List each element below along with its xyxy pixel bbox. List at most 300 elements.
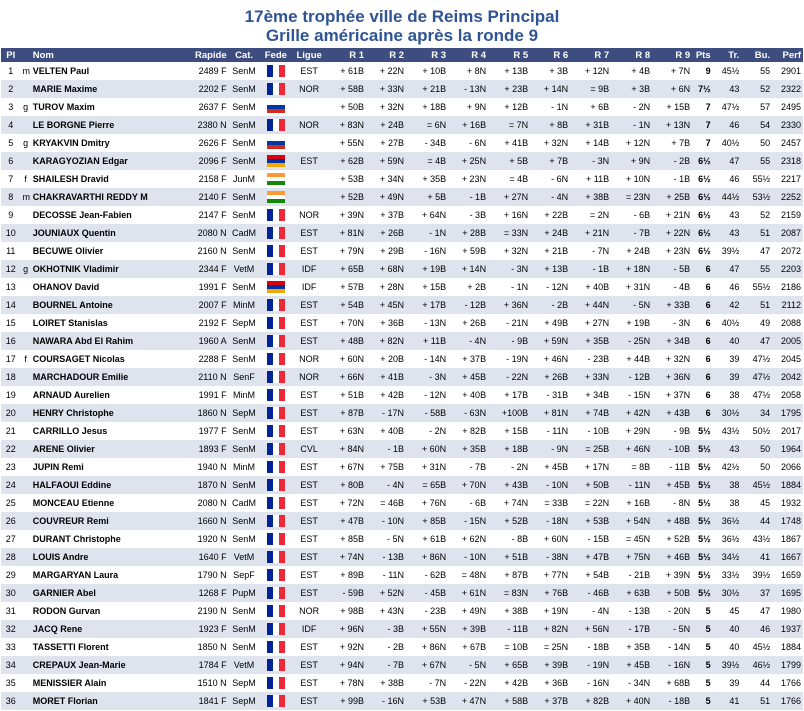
round-5-result-cell: + 18B	[488, 440, 530, 458]
buchholz-cell: 47	[760, 606, 771, 616]
round-3-result-cell: = 4B	[406, 152, 448, 170]
round-6-result-cell: + 19N	[543, 606, 569, 616]
round-6-result-cell: + 59N	[530, 332, 570, 350]
round-7-result-cell: + 14B	[585, 138, 610, 148]
round-5-result-cell: + 32N	[503, 246, 529, 256]
buchholz-cell: 47	[760, 246, 771, 256]
round-2-result-cell: + 49N	[366, 188, 406, 206]
col-header-points[interactable]: Pts	[692, 48, 713, 62]
table-row	[1, 422, 803, 440]
round-8-result-cell: - 1N	[611, 116, 652, 134]
rating-cell: 2380 N	[184, 116, 229, 134]
fide-title-cell	[20, 242, 30, 260]
round-6-result-cell: - 11N	[546, 426, 569, 436]
round-9-result-cell: - 8N	[673, 498, 691, 508]
table-row	[1, 566, 803, 584]
round-3-result-cell: - 14N	[424, 354, 447, 364]
federation-cell	[259, 224, 292, 242]
performance-cell: 2058	[780, 390, 801, 400]
buchholz-cell: 47	[741, 332, 772, 350]
flag-fra-icon	[267, 317, 285, 329]
federation-cell	[259, 404, 292, 422]
category-cell: SenM	[229, 512, 260, 530]
fide-title-cell	[20, 656, 30, 674]
round-2-result-cell: + 26B	[366, 224, 406, 242]
round-8-result-cell: + 45B	[611, 656, 652, 674]
flag-fra-icon	[267, 263, 285, 275]
col-header-round-3[interactable]: R 3	[406, 48, 448, 62]
table-row	[1, 692, 803, 710]
round-8-result-cell: + 16B	[626, 498, 651, 508]
round-2-result-cell: + 38B	[380, 678, 405, 688]
round-6-result-cell: - 12N	[546, 282, 569, 292]
round-8-result-cell: - 2N	[633, 102, 651, 112]
col-header-federation[interactable]: Fede	[259, 48, 292, 62]
buchholz-cell: 47½	[752, 354, 771, 364]
player-name-cell: NAWARA Abd El Rahim	[31, 332, 184, 350]
place-cell: 35	[5, 678, 16, 688]
tiebreak-tr-cell: 39	[713, 368, 742, 386]
rating-cell: 1860 N	[184, 404, 229, 422]
table-row	[1, 62, 803, 80]
round-6-result-cell: + 21B	[544, 246, 569, 256]
points-cell: 5½	[698, 534, 711, 544]
player-name-cell: LE BORGNE Pierre	[31, 116, 184, 134]
rating-cell: 1991 F	[198, 282, 227, 292]
category-cell: SenF	[229, 368, 260, 386]
fide-title-cell	[20, 530, 30, 548]
tiebreak-tr-cell: 38	[713, 476, 742, 494]
player-name-cell: MORET Florian	[31, 692, 184, 710]
round-2-result-cell: + 37B	[380, 210, 405, 220]
category-cell: SepM	[232, 678, 256, 688]
round-7-result-cell: + 31B	[570, 116, 611, 134]
buchholz-cell: 44	[741, 512, 772, 530]
league-cell: EST	[300, 498, 318, 508]
round-6-result-cell: + 14N	[530, 80, 570, 98]
flag-fra-icon	[267, 677, 285, 689]
place-cell: 8	[1, 188, 20, 206]
league-cell	[292, 170, 326, 188]
category-cell: SenM	[232, 426, 256, 436]
federation-cell	[259, 548, 292, 566]
place-cell: 13	[5, 282, 16, 292]
performance-cell: 2495	[780, 102, 801, 112]
round-3-result-cell: - 1N	[406, 224, 448, 242]
round-1-result-cell: + 85B	[340, 534, 365, 544]
points-cell: 6½	[692, 224, 713, 242]
player-name-cell: BECUWE Olivier	[32, 246, 104, 256]
round-5-result-cell: = 4B	[509, 174, 529, 184]
col-header-round-5[interactable]: R 5	[488, 48, 530, 62]
round-6-result-cell: + 77N	[543, 570, 569, 580]
round-1-result-cell: + 51B	[340, 390, 365, 400]
player-name-cell: RODON Gurvan	[32, 606, 101, 616]
points-cell: 5	[705, 642, 711, 652]
round-7-result-cell: - 19N	[570, 656, 611, 674]
round-4-result-cell: + 28B	[448, 224, 488, 242]
round-6-result-cell: + 49B	[544, 318, 569, 328]
buchholz-cell: 50½	[752, 426, 771, 436]
flag-fra-icon	[267, 65, 285, 77]
tiebreak-tr-cell: 38	[729, 390, 740, 400]
round-3-result-cell: = 6N	[406, 116, 448, 134]
round-2-result-cell: - 11N	[382, 570, 405, 580]
col-header-round-1[interactable]: R 1	[326, 48, 366, 62]
round-9-result-cell: - 16N	[652, 656, 692, 674]
round-2-result-cell: + 22N	[379, 66, 405, 76]
round-8-result-cell: - 21B	[628, 570, 651, 580]
category-cell: SenM	[229, 332, 260, 350]
round-2-result-cell: - 1B	[366, 440, 406, 458]
league-cell: EST	[300, 390, 318, 400]
player-name-cell: CREPAUX Jean-Marie	[31, 656, 184, 674]
points-cell: 6	[692, 368, 713, 386]
table-row	[1, 368, 803, 386]
category-cell: SepM	[232, 318, 256, 328]
round-8-result-cell: + 63B	[611, 584, 652, 602]
round-4-result-cell: + 8N	[466, 66, 487, 76]
table-row	[1, 656, 803, 674]
col-header-round-9[interactable]: R 9	[652, 48, 692, 62]
round-3-result-cell: + 53B	[406, 692, 448, 710]
round-1-result-cell: + 53B	[340, 174, 365, 184]
player-name-cell: ARENE Olivier	[31, 440, 184, 458]
col-header-round-6[interactable]: R 6	[530, 48, 570, 62]
round-3-result-cell: + 85B	[406, 512, 448, 530]
round-7-result-cell: = 2N	[589, 210, 610, 220]
league-cell	[292, 98, 326, 116]
points-cell: 5½	[698, 570, 711, 580]
round-2-result-cell: - 13B	[366, 548, 406, 566]
tiebreak-tr-cell: 42	[713, 296, 742, 314]
round-3-result-cell: + 18B	[422, 102, 447, 112]
league-cell: EST	[292, 404, 326, 422]
round-4-result-cell: + 62N	[461, 534, 487, 544]
round-9-result-cell: + 43B	[652, 404, 692, 422]
round-1-result-cell: + 99B	[326, 692, 366, 710]
col-header-rating[interactable]: Rapide	[184, 48, 229, 62]
player-name-cell: TASSETTI Florent	[32, 642, 109, 652]
league-cell: NOR	[299, 354, 320, 364]
fide-title-cell	[20, 584, 30, 602]
round-6-result-cell: + 37B	[530, 692, 570, 710]
round-5-result-cell: - 2N	[511, 462, 529, 472]
col-header-category[interactable]: Cat.	[229, 48, 260, 62]
league-cell: EST	[300, 534, 318, 544]
points-cell: 6½	[692, 152, 713, 170]
round-4-result-cell: - 13N	[448, 80, 488, 98]
round-5-result-cell: - 1N	[511, 282, 529, 292]
round-2-result-cell: + 32N	[379, 102, 405, 112]
performance-cell: 2088	[780, 318, 801, 328]
round-8-result-cell: + 10N	[625, 174, 651, 184]
buchholz-cell: 55	[741, 260, 772, 278]
federation-cell	[259, 116, 292, 134]
round-1-result-cell: + 74N	[326, 548, 366, 566]
round-2-result-cell: + 68N	[366, 260, 406, 278]
fide-title-cell: g	[23, 102, 29, 112]
round-5-result-cell: + 52B	[488, 512, 530, 530]
buchholz-cell: 44	[760, 678, 771, 688]
flag-rus-icon	[267, 137, 285, 149]
category-cell: SenM	[232, 534, 256, 544]
round-5-result-cell: + 74N	[503, 498, 529, 508]
performance-cell: 1980	[780, 606, 801, 616]
round-7-result-cell: = 25B	[570, 440, 611, 458]
federation-cell	[259, 386, 292, 404]
tiebreak-tr-cell: 43½	[721, 426, 740, 436]
federation-cell	[259, 152, 292, 170]
col-header-round-4[interactable]: R 4	[448, 48, 488, 62]
flag-fra-icon	[267, 605, 285, 617]
player-name-cell: JOUNIAUX Quentin	[31, 224, 184, 242]
player-name-cell: DECOSSE Jean-Fabien	[32, 210, 132, 220]
place-cell: 22	[1, 440, 20, 458]
league-cell: EST	[300, 426, 318, 436]
table-row	[1, 296, 803, 314]
performance-cell: 2112	[772, 296, 803, 314]
round-5-result-cell: + 23B	[488, 80, 530, 98]
round-8-result-cell: - 5N	[611, 296, 652, 314]
federation-cell	[259, 476, 292, 494]
round-6-result-cell: - 1N	[551, 102, 569, 112]
buchholz-cell: 46	[741, 620, 772, 638]
table-row	[1, 206, 803, 224]
points-cell: 5	[692, 656, 713, 674]
category-cell: SenM	[229, 620, 260, 638]
points-cell: 6	[705, 318, 711, 328]
place-cell: 34	[1, 656, 20, 674]
category-cell: SenM	[229, 80, 260, 98]
round-6-result-cell: = 33B	[544, 498, 569, 508]
round-7-result-cell: - 15B	[587, 534, 610, 544]
place-cell: 24	[1, 476, 20, 494]
points-cell: 5½	[698, 462, 711, 472]
buchholz-cell: 46½	[741, 656, 772, 674]
league-cell: EST	[292, 152, 326, 170]
performance-cell: 2072	[780, 246, 801, 256]
place-cell: 27	[5, 534, 16, 544]
performance-cell: 2203	[772, 260, 803, 278]
tiebreak-tr-cell: 39	[729, 678, 740, 688]
round-4-result-cell: + 14N	[448, 260, 488, 278]
federation-cell	[259, 494, 292, 512]
player-name-cell: JACQ Rene	[31, 620, 184, 638]
round-1-result-cell: + 54B	[326, 296, 366, 314]
round-2-result-cell: + 45N	[366, 296, 406, 314]
league-cell: CVL	[292, 440, 326, 458]
col-header-performance[interactable]: Perf	[772, 48, 803, 62]
player-name-cell: DURANT Christophe	[32, 534, 121, 544]
points-cell: 5½	[692, 476, 713, 494]
league-cell: NOR	[292, 80, 326, 98]
player-name-cell: ARNAUD Aurelien	[32, 390, 110, 400]
round-6-result-cell: + 82N	[530, 620, 570, 638]
category-cell: VetM	[229, 548, 260, 566]
round-3-result-cell: - 58B	[406, 404, 448, 422]
league-cell: NOR	[299, 210, 320, 220]
rating-cell: 2080 N	[184, 224, 229, 242]
rating-cell: 2007 F	[184, 296, 229, 314]
round-5-result-cell: + 17B	[504, 390, 529, 400]
round-9-result-cell: - 20N	[668, 606, 691, 616]
round-5-result-cell: - 9B	[488, 332, 530, 350]
col-header-place[interactable]: Pl	[1, 48, 20, 62]
round-1-result-cell: + 79N	[339, 246, 365, 256]
federation-cell	[259, 98, 292, 116]
col-header-round-7[interactable]: R 7	[570, 48, 611, 62]
league-cell: IDF	[292, 260, 326, 278]
rating-cell: 2158 F	[198, 174, 227, 184]
tiebreak-tr-cell: 43	[713, 440, 742, 458]
points-cell: 5	[692, 692, 713, 710]
rating-cell: 2140 F	[184, 188, 229, 206]
col-header-name[interactable]: Nom	[31, 48, 184, 62]
round-1-result-cell: + 63N	[339, 426, 365, 436]
round-8-result-cell: + 35B	[626, 642, 651, 652]
place-cell: 30	[1, 584, 20, 602]
player-name-cell: VELTEN Paul	[32, 66, 90, 76]
place-cell: 25	[5, 498, 16, 508]
round-4-result-cell: - 4N	[448, 332, 488, 350]
table-row	[1, 512, 803, 530]
tiebreak-tr-cell: 36½	[721, 534, 740, 544]
federation-cell	[259, 584, 292, 602]
table-row	[1, 260, 803, 278]
round-9-result-cell: + 68B	[666, 678, 691, 688]
rating-cell: 1784 F	[184, 656, 229, 674]
place-cell: 12	[1, 260, 20, 278]
round-3-result-cell: + 76N	[421, 498, 447, 508]
round-7-result-cell: - 18B	[587, 642, 610, 652]
performance-cell: 2045	[780, 354, 801, 364]
round-1-result-cell: + 65B	[326, 260, 366, 278]
fide-title-cell: f	[24, 174, 27, 184]
performance-cell: 2457	[780, 138, 801, 148]
round-6-result-cell: + 22B	[544, 210, 569, 220]
performance-cell: 2318	[772, 152, 803, 170]
fide-title-cell	[20, 368, 30, 386]
round-2-result-cell: + 34N	[379, 174, 405, 184]
table-row	[1, 386, 803, 404]
round-5-result-cell: +100B	[488, 404, 530, 422]
performance-cell: 2186	[780, 282, 801, 292]
fide-title-cell	[20, 332, 30, 350]
buchholz-cell: 51	[741, 224, 772, 242]
fide-title-cell	[20, 620, 30, 638]
col-header-round-2[interactable]: R 2	[366, 48, 406, 62]
league-cell: NOR	[292, 116, 326, 134]
rating-cell: 1660 N	[184, 512, 229, 530]
tiebreak-tr-cell: 41	[713, 692, 742, 710]
league-cell: EST	[292, 656, 326, 674]
tiebreak-tr-cell: 46	[713, 116, 742, 134]
points-cell: 7	[705, 102, 711, 112]
table-row	[1, 530, 803, 548]
round-4-result-cell: + 37B	[462, 354, 487, 364]
buchholz-cell: 55½	[752, 174, 771, 184]
round-3-result-cell: - 2N	[429, 426, 447, 436]
league-cell: EST	[292, 224, 326, 242]
flag-fra-icon	[267, 371, 285, 383]
league-cell: EST	[300, 642, 318, 652]
flag-fra-icon	[267, 443, 285, 455]
round-2-result-cell: + 27B	[380, 138, 405, 148]
fide-title-cell	[20, 278, 30, 296]
table-row	[1, 134, 803, 152]
round-4-result-cell: + 23N	[461, 174, 487, 184]
league-cell: EST	[292, 296, 326, 314]
player-name-cell: JUPIN Remi	[32, 462, 84, 472]
tiebreak-tr-cell: 46	[729, 174, 740, 184]
flag-fra-icon	[267, 659, 285, 671]
round-3-result-cell: + 19B	[406, 260, 448, 278]
round-6-result-cell: + 76B	[530, 584, 570, 602]
fide-title-cell	[20, 314, 30, 332]
round-6-result-cell: + 3B	[549, 66, 569, 76]
federation-cell	[259, 692, 292, 710]
round-4-result-cell: - 3B	[469, 210, 487, 220]
round-7-result-cell: - 23B	[587, 354, 610, 364]
round-7-result-cell: + 33N	[570, 368, 611, 386]
table-row	[1, 80, 803, 98]
round-8-result-cell: + 54N	[611, 512, 652, 530]
tiebreak-tr-cell: 39	[729, 354, 740, 364]
round-6-result-cell: + 32N	[543, 138, 569, 148]
round-8-result-cell: + 75N	[611, 548, 652, 566]
col-header-buchholz[interactable]: Bu.	[741, 48, 772, 62]
category-cell: SenM	[229, 116, 260, 134]
buchholz-cell: 50	[760, 462, 771, 472]
round-4-result-cell: - 22N	[464, 678, 487, 688]
round-8-result-cell: - 13B	[628, 606, 651, 616]
tiebreak-tr-cell: 47	[713, 152, 742, 170]
table-row	[1, 476, 803, 494]
round-5-result-cell: + 13B	[504, 66, 529, 76]
rating-cell: 1960 A	[184, 332, 229, 350]
place-cell: 28	[1, 548, 20, 566]
round-4-result-cell: + 26B	[462, 318, 487, 328]
points-cell: 9	[705, 66, 711, 76]
category-cell: SepM	[229, 404, 260, 422]
federation-cell	[259, 296, 292, 314]
col-header-tiebreak-tr[interactable]: Tr.	[713, 48, 742, 62]
flag-fra-icon	[267, 389, 285, 401]
flag-fra-icon	[267, 497, 285, 509]
col-header-round-8[interactable]: R 8	[611, 48, 652, 62]
round-3-result-cell: - 16N	[424, 246, 447, 256]
round-2-result-cell: + 75B	[380, 462, 405, 472]
points-cell: 6	[705, 390, 711, 400]
round-1-result-cell: + 60N	[339, 354, 365, 364]
round-7-result-cell: + 74B	[570, 404, 611, 422]
table-row	[1, 584, 803, 602]
col-header-league[interactable]: Ligue	[292, 48, 326, 62]
round-6-result-cell: + 39B	[530, 656, 570, 674]
rating-cell: 1991 F	[198, 390, 227, 400]
round-3-result-cell: - 45B	[406, 584, 448, 602]
round-7-result-cell: + 34B	[585, 390, 610, 400]
table-row	[1, 548, 803, 566]
round-3-result-cell: + 35B	[422, 174, 447, 184]
round-8-result-cell: - 7B	[611, 224, 652, 242]
fide-title-cell	[20, 494, 30, 512]
flag-fra-icon	[267, 569, 285, 581]
round-6-result-cell: = 25N	[543, 642, 569, 652]
rating-cell: 1920 N	[197, 534, 227, 544]
round-9-result-cell: + 52B	[666, 534, 691, 544]
